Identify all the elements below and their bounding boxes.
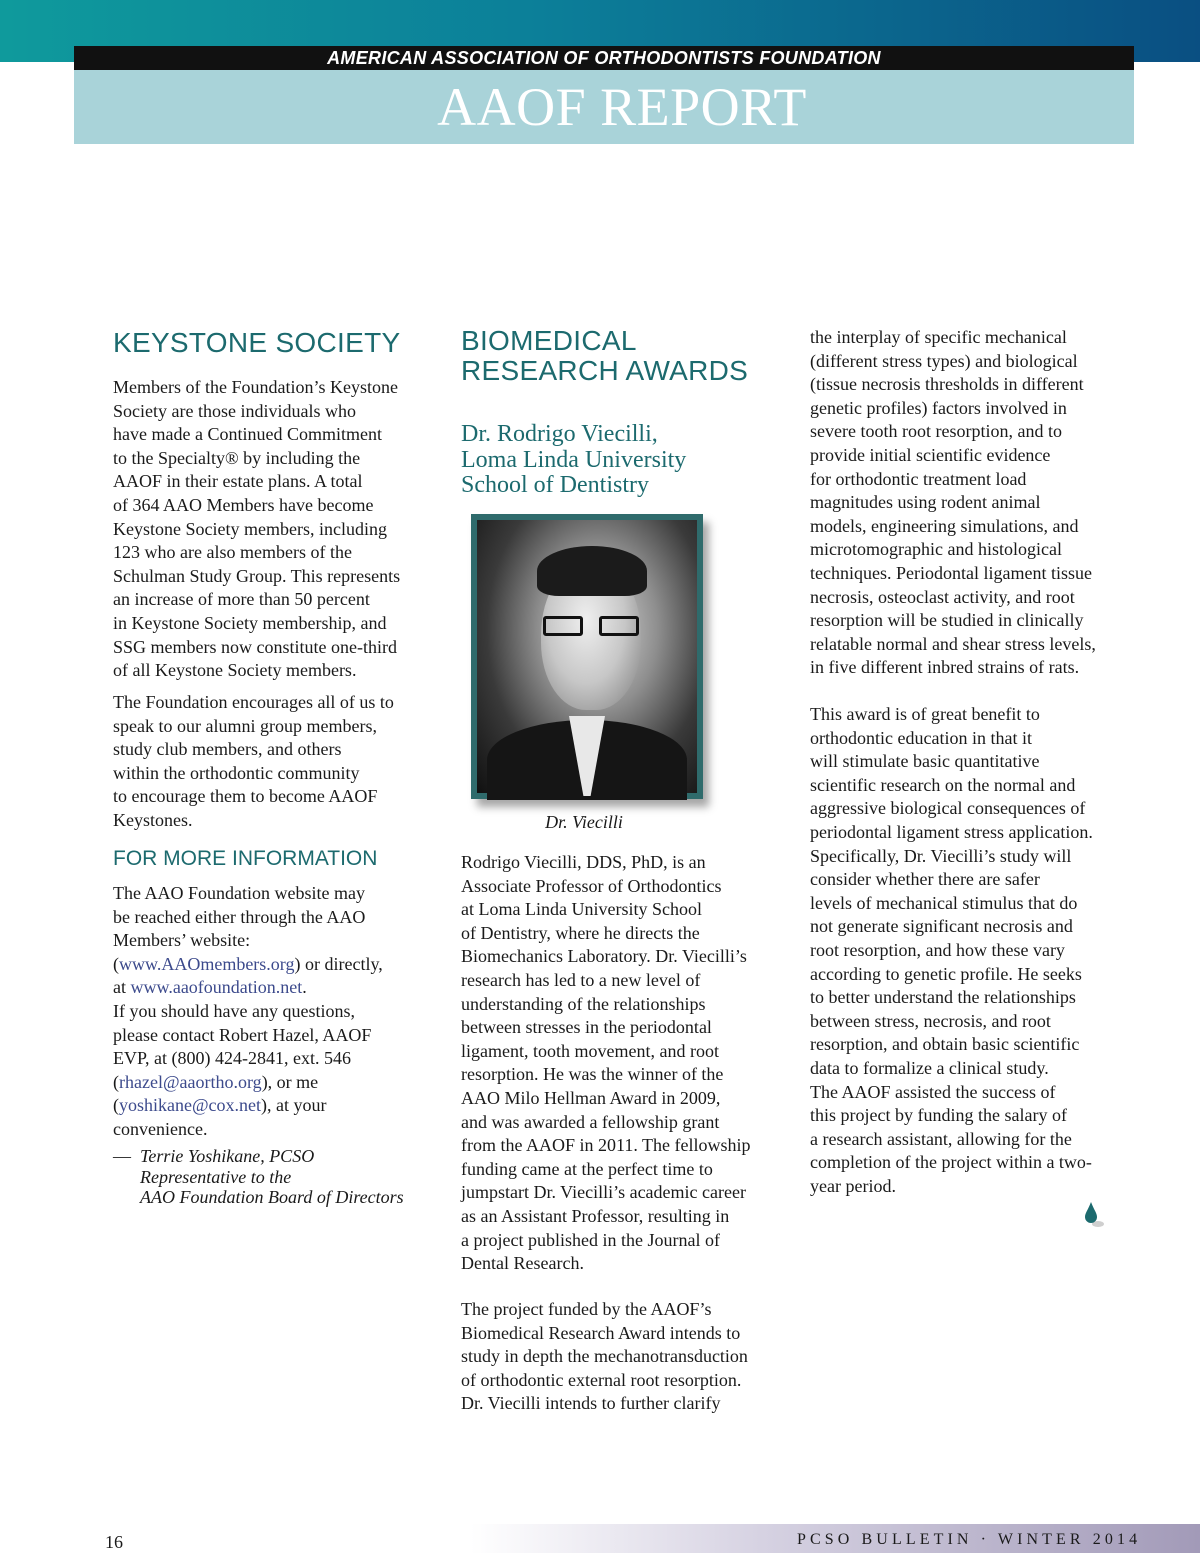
drop-icon bbox=[1083, 1200, 1105, 1228]
text-line bbox=[113, 1071, 443, 1095]
text-line: study in depth the mechanotransduction bbox=[461, 1346, 748, 1367]
photo-caption: Dr. Viecilli bbox=[545, 812, 623, 832]
text-line: EVP, at (800) 424-2841, ext. 546 bbox=[113, 1048, 351, 1069]
text-line: for orthodontic treatment load bbox=[810, 468, 1027, 489]
text-line: root resorption, and how these vary bbox=[810, 939, 1065, 960]
aaofoundation-link[interactable]: www.aaofoundation.net bbox=[130, 977, 303, 998]
text-fragment: ) or directly, bbox=[294, 953, 383, 974]
text-line: in Keystone Society membership, and bbox=[113, 612, 387, 633]
text-line: resorption. He was the winner of the bbox=[461, 1064, 724, 1085]
text-line: necrosis, osteoclast activity, and root bbox=[810, 586, 1075, 607]
text-line bbox=[113, 976, 443, 1000]
report-title-band bbox=[74, 70, 1134, 144]
text-line: according to genetic profile. He seeks bbox=[810, 963, 1082, 984]
text-line: Terrie Yoshikane, PCSO bbox=[140, 1146, 315, 1166]
text-line: (different stress types) and biological bbox=[810, 350, 1078, 371]
text-line: please contact Robert Hazel, AAOF bbox=[113, 1024, 372, 1045]
keystone-paragraph-1 bbox=[113, 376, 443, 683]
text-line: severe tooth root resorption, and to bbox=[810, 421, 1062, 442]
awardee-subheading bbox=[461, 422, 781, 499]
more-info-paragraph bbox=[113, 882, 443, 1142]
text-line: Biomechanics Laboratory. Dr. Viecilli’s bbox=[461, 946, 747, 967]
text-line: from the AAOF in 2011. The fellowship bbox=[461, 1135, 751, 1156]
text-line: scientific research on the normal and bbox=[810, 774, 1076, 795]
text-line: an increase of more than 50 percent bbox=[113, 589, 370, 610]
text-line: The Foundation encourages all of us to bbox=[113, 692, 394, 712]
text-line: within the orthodontic community bbox=[113, 762, 360, 783]
text-line: ligament, tooth movement, and root bbox=[461, 1040, 719, 1061]
text-line: consider whether there are safer bbox=[810, 869, 1040, 890]
text-line: completion of the project within a two- bbox=[810, 1152, 1092, 1173]
text-line: (tissue necrosis thresholds in different bbox=[810, 374, 1084, 395]
text-line: genetic profiles) factors involved in bbox=[810, 397, 1067, 418]
text-line: The AAO Foundation website may bbox=[113, 883, 365, 903]
text-line: the interplay of specific mechanical bbox=[810, 327, 1067, 347]
text-fragment: ), at your bbox=[261, 1095, 327, 1116]
text-line: microtomographic and histological bbox=[810, 539, 1062, 560]
text-line: Keystones. bbox=[113, 809, 193, 830]
portrait-photo-frame bbox=[471, 514, 703, 799]
text-line: Dr. Viecilli intends to further clarify bbox=[461, 1393, 721, 1414]
text-line: Specifically, Dr. Viecilli’s study will bbox=[810, 845, 1072, 866]
text-line: Associate Professor of Orthodontics bbox=[461, 875, 722, 896]
text-line: and was awarded a fellowship grant bbox=[461, 1111, 720, 1132]
organization-bar bbox=[74, 46, 1134, 70]
text-line: of 364 AAO Members have become bbox=[113, 494, 374, 515]
aaomembers-link[interactable]: www.AAOmembers.org bbox=[119, 953, 295, 974]
text-line: to encourage them to become AAOF bbox=[113, 786, 378, 807]
text-line: Dr. Rodrigo Viecilli, bbox=[461, 421, 658, 447]
text-line: Biomedical Research Award intends to bbox=[461, 1322, 741, 1343]
text-line: of Dentistry, where he directs the bbox=[461, 922, 700, 943]
portrait-glasses-shape bbox=[543, 616, 641, 638]
text-line: data to formalize a clinical study. bbox=[810, 1057, 1049, 1078]
text-line: School of Dentistry bbox=[461, 472, 649, 498]
text-line: a project published in the Journal of bbox=[461, 1229, 720, 1250]
text-line: techniques. Periodontal ligament tissue bbox=[810, 562, 1092, 583]
text-line: resorption will be studied in clinically bbox=[810, 610, 1084, 631]
text-line: Loma Linda University bbox=[461, 446, 687, 473]
text-line: Rodrigo Viecilli, DDS, PhD, is an bbox=[461, 852, 706, 872]
report-title: AAOF REPORT bbox=[437, 77, 807, 137]
text-line: jumpstart Dr. Viecilli’s academic career bbox=[461, 1182, 746, 1203]
text-line: between stress, necrosis, and root bbox=[810, 1010, 1051, 1031]
text-fragment: ( bbox=[113, 1095, 119, 1116]
text-line: have made a Continued Commitment bbox=[113, 424, 382, 445]
text-line: between stresses in the periodontal bbox=[461, 1017, 712, 1038]
biomedical-heading bbox=[461, 326, 781, 386]
page-number: 16 bbox=[105, 1532, 123, 1552]
text-line: at Loma Linda University School bbox=[461, 899, 702, 920]
text-line: The project funded by the AAOF’s bbox=[461, 1299, 712, 1319]
text-line: models, engineering simulations, and bbox=[810, 515, 1079, 536]
signature-lines bbox=[140, 1146, 404, 1208]
text-line: in five different inbred strains of rats. bbox=[810, 657, 1080, 678]
text-line: levels of mechanical stimulus that do bbox=[810, 892, 1078, 913]
text-line: not generate significant necrosis and bbox=[810, 916, 1073, 937]
project-continued-paragraph bbox=[810, 326, 1140, 680]
organization-name: AMERICAN ASSOCIATION OF ORTHODONTISTS FOUNDATION bbox=[327, 48, 881, 68]
text-line: periodontal ligament stress application. bbox=[810, 821, 1093, 842]
signature-dash: — bbox=[113, 1146, 131, 1166]
biography-paragraph bbox=[461, 851, 791, 1276]
text-line: BIOMEDICAL bbox=[461, 325, 637, 356]
text-line: speak to our alumni group members, bbox=[113, 715, 377, 736]
text-fragment: . bbox=[302, 977, 307, 998]
keystone-heading: KEYSTONE SOCIETY bbox=[113, 327, 401, 358]
text-line: magnitudes using rodent animal bbox=[810, 492, 1041, 513]
text-line: be reached either through the AAO bbox=[113, 906, 366, 927]
text-line: to the Specialty® by including the bbox=[113, 447, 361, 468]
keystone-paragraph-2 bbox=[113, 691, 443, 833]
text-line: This award is of great benefit to bbox=[810, 704, 1040, 724]
text-line: Representative to the bbox=[140, 1166, 292, 1187]
text-line: AAO Milo Hellman Award in 2009, bbox=[461, 1087, 721, 1108]
text-fragment: ( bbox=[113, 953, 119, 974]
text-line: convenience. bbox=[113, 1118, 208, 1139]
text-line: will stimulate basic quantitative bbox=[810, 751, 1040, 772]
text-line: as an Assistant Professor, resulting in bbox=[461, 1205, 730, 1226]
text-line: year period. bbox=[810, 1175, 896, 1196]
text-line: AAO Foundation Board of Directors bbox=[140, 1187, 404, 1207]
text-line: RESEARCH AWARDS bbox=[461, 355, 749, 386]
portrait-hair-shape bbox=[537, 546, 647, 596]
text-line: orthodontic education in that it bbox=[810, 727, 1032, 748]
text-fragment: ), or me bbox=[261, 1071, 319, 1092]
text-line: resorption, and obtain basic scientific bbox=[810, 1034, 1080, 1055]
text-line: of orthodontic external root resorption. bbox=[461, 1369, 742, 1390]
rhazel-email-link[interactable]: rhazel@aaortho.org bbox=[119, 1071, 262, 1092]
project-paragraph bbox=[461, 1298, 791, 1416]
text-line: 123 who are also members of the bbox=[113, 542, 352, 563]
text-line: The AAOF assisted the success of bbox=[810, 1081, 1056, 1102]
text-line: a research assistant, allowing for the bbox=[810, 1128, 1072, 1149]
text-line: Dental Research. bbox=[461, 1253, 584, 1274]
text-line: If you should have any questions, bbox=[113, 1000, 355, 1021]
text-line: relatable normal and shear stress levels, bbox=[810, 633, 1096, 654]
text-line: AAOF in their estate plans. A total bbox=[113, 471, 363, 492]
text-line bbox=[113, 953, 443, 977]
text-line: study club members, and others bbox=[113, 739, 342, 760]
text-line: Members of the Foundation’s Keystone bbox=[113, 377, 398, 397]
text-line: research has led to a new level of bbox=[461, 969, 701, 990]
text-line: Schulman Study Group. This represents bbox=[113, 565, 401, 586]
publication-footer: PCSO BULLETIN · WINTER 2014 bbox=[797, 1531, 1142, 1548]
text-line: funding came at the perfect time to bbox=[461, 1158, 713, 1179]
text-line: aggressive biological consequences of bbox=[810, 798, 1086, 819]
text-line: this project by funding the salary of bbox=[810, 1105, 1067, 1126]
text-fragment: ( bbox=[113, 1071, 119, 1092]
text-line: of all Keystone Society members. bbox=[113, 660, 357, 681]
text-line: provide initial scientific evidence bbox=[810, 444, 1051, 465]
text-line: Society are those individuals who bbox=[113, 400, 356, 421]
more-info-heading: FOR MORE INFORMATION bbox=[113, 847, 378, 870]
text-line: Members’ website: bbox=[113, 930, 251, 951]
text-line bbox=[113, 1094, 443, 1118]
award-benefit-paragraph bbox=[810, 703, 1140, 1198]
yoshikane-email-link[interactable]: yoshikane@cox.net bbox=[119, 1095, 262, 1116]
text-line: Keystone Society members, including bbox=[113, 518, 387, 539]
portrait-photo bbox=[477, 520, 697, 793]
text-line: SSG members now constitute one-third bbox=[113, 636, 397, 657]
text-line: to better understand the relationships bbox=[810, 987, 1076, 1008]
text-line: understanding of the relationships bbox=[461, 993, 706, 1014]
text-fragment: at bbox=[113, 977, 131, 998]
